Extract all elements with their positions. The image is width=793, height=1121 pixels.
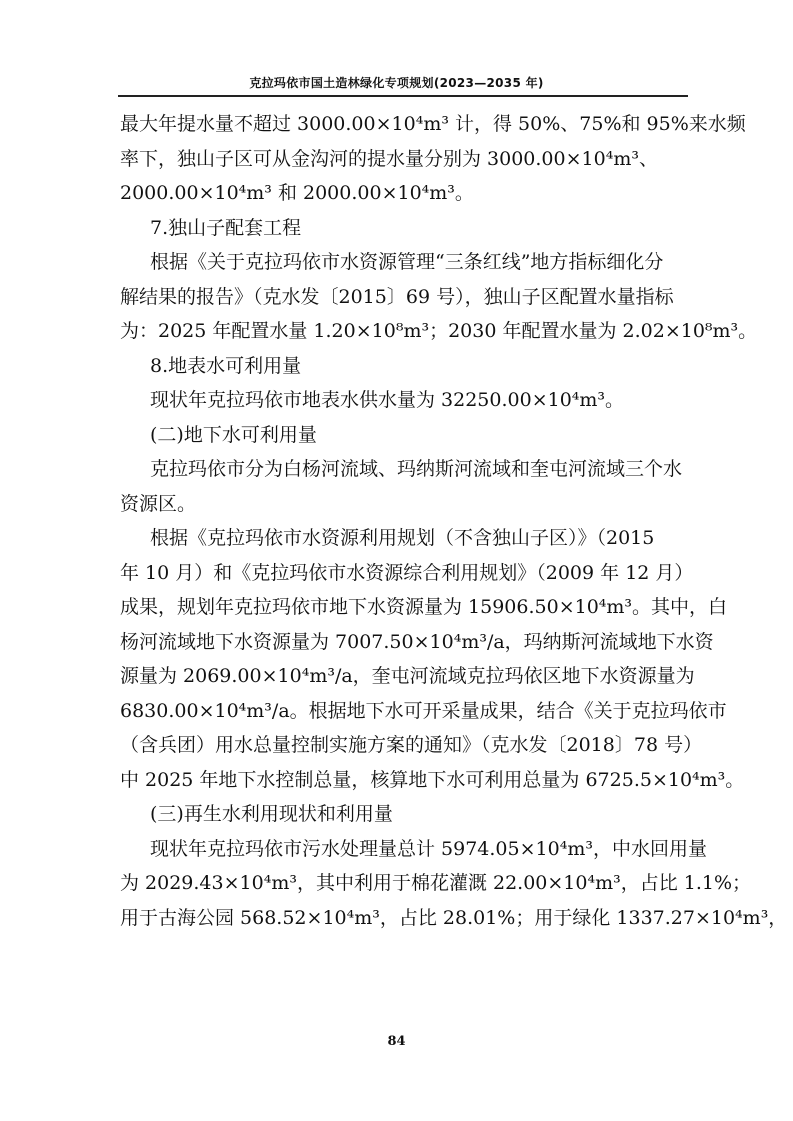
text-line: 最大年提水量不超过 3000.00×10⁴m³ 计，得 50%、75%和 95%来水频 (120, 113, 746, 135)
text-line: 用于古海公园 568.52×10⁴m³，占比 28.01%；用于绿化 1337.27×10⁴m³， (120, 906, 788, 929)
section-heading: 7.独山子配套工程 (150, 216, 302, 239)
text-line: 解结果的报告》（克水发〔2015〕69 号），独山子区配置水量指标 (120, 285, 674, 308)
text-line: 成果，规划年克拉玛依市地下水资源量为 15906.50×10⁴m³。其中，白 (120, 596, 728, 618)
paragraph-first-line: 根据《克拉玛依市水资源利用规划（不含独山子区）》（2015 (150, 527, 655, 549)
text-line: 年 10 月）和《克拉玛依市水资源综合利用规划》（2009 年 12 月） (120, 561, 694, 584)
page-number: 84 (387, 1034, 406, 1049)
section-heading: (三)再生水利用现状和利用量 (150, 803, 393, 825)
text-line: 中 2025 年地下水控制总量，核算地下水可利用总量为 6725.5×10⁴m³。 (120, 768, 745, 791)
text-line: 2000.00×10⁴m³ 和 2000.00×10⁴m³。 (120, 182, 474, 204)
paragraph-first-line: 克拉玛依市分为白杨河流域、玛纳斯河流域和奎屯河流域三个水 (150, 458, 683, 480)
text-line: 为 2029.43×10⁴m³，其中利用于棉花灌溉 22.00×10⁴m³，占比 1.1%； (120, 872, 752, 894)
header-rule (118, 95, 688, 97)
text-line: 资源区。 (120, 492, 197, 515)
body-text (120, 107, 788, 935)
section-heading: 8.地表水可利用量 (150, 354, 302, 377)
running-header: 克拉玛依市国土造林绿化专项规划(2023—2035 年) (249, 76, 544, 90)
text-line: 为：2025 年配置水量 1.20×10⁸m³；2030 年配置水量为 2.02×10⁸m³。 (120, 320, 758, 342)
paragraph-first-line: 现状年克拉玛依市地表水供水量为 32250.00×10⁴m³。 (150, 389, 625, 411)
section-heading: (二)地下水可利用量 (150, 423, 317, 446)
paragraph-first-line: 现状年克拉玛依市污水处理量总计 5974.05×10⁴m³，中水回用量 (150, 837, 707, 860)
text-line: 杨河流域地下水资源量为 7007.50×10⁴m³/a，玛纳斯河流域地下水资 (120, 630, 714, 653)
text-line: 源量为 2069.00×10⁴m³/a，奎屯河流域克拉玛依区地下水资源量为 (120, 665, 695, 687)
text-line: （含兵团）用水总量控制实施方案的通知》（克水发〔2018〕78 号） (120, 734, 703, 756)
text-line: 率下，独山子区可从金沟河的提水量分别为 3000.00×10⁴m³、 (120, 147, 658, 170)
paragraph-first-line: 根据《关于克拉玛依市水资源管理“三条红线”地方指标细化分 (150, 251, 664, 273)
text-line: 6830.00×10⁴m³/a。根据地下水可开采量成果，结合《关于克拉玛依市 (120, 699, 727, 722)
